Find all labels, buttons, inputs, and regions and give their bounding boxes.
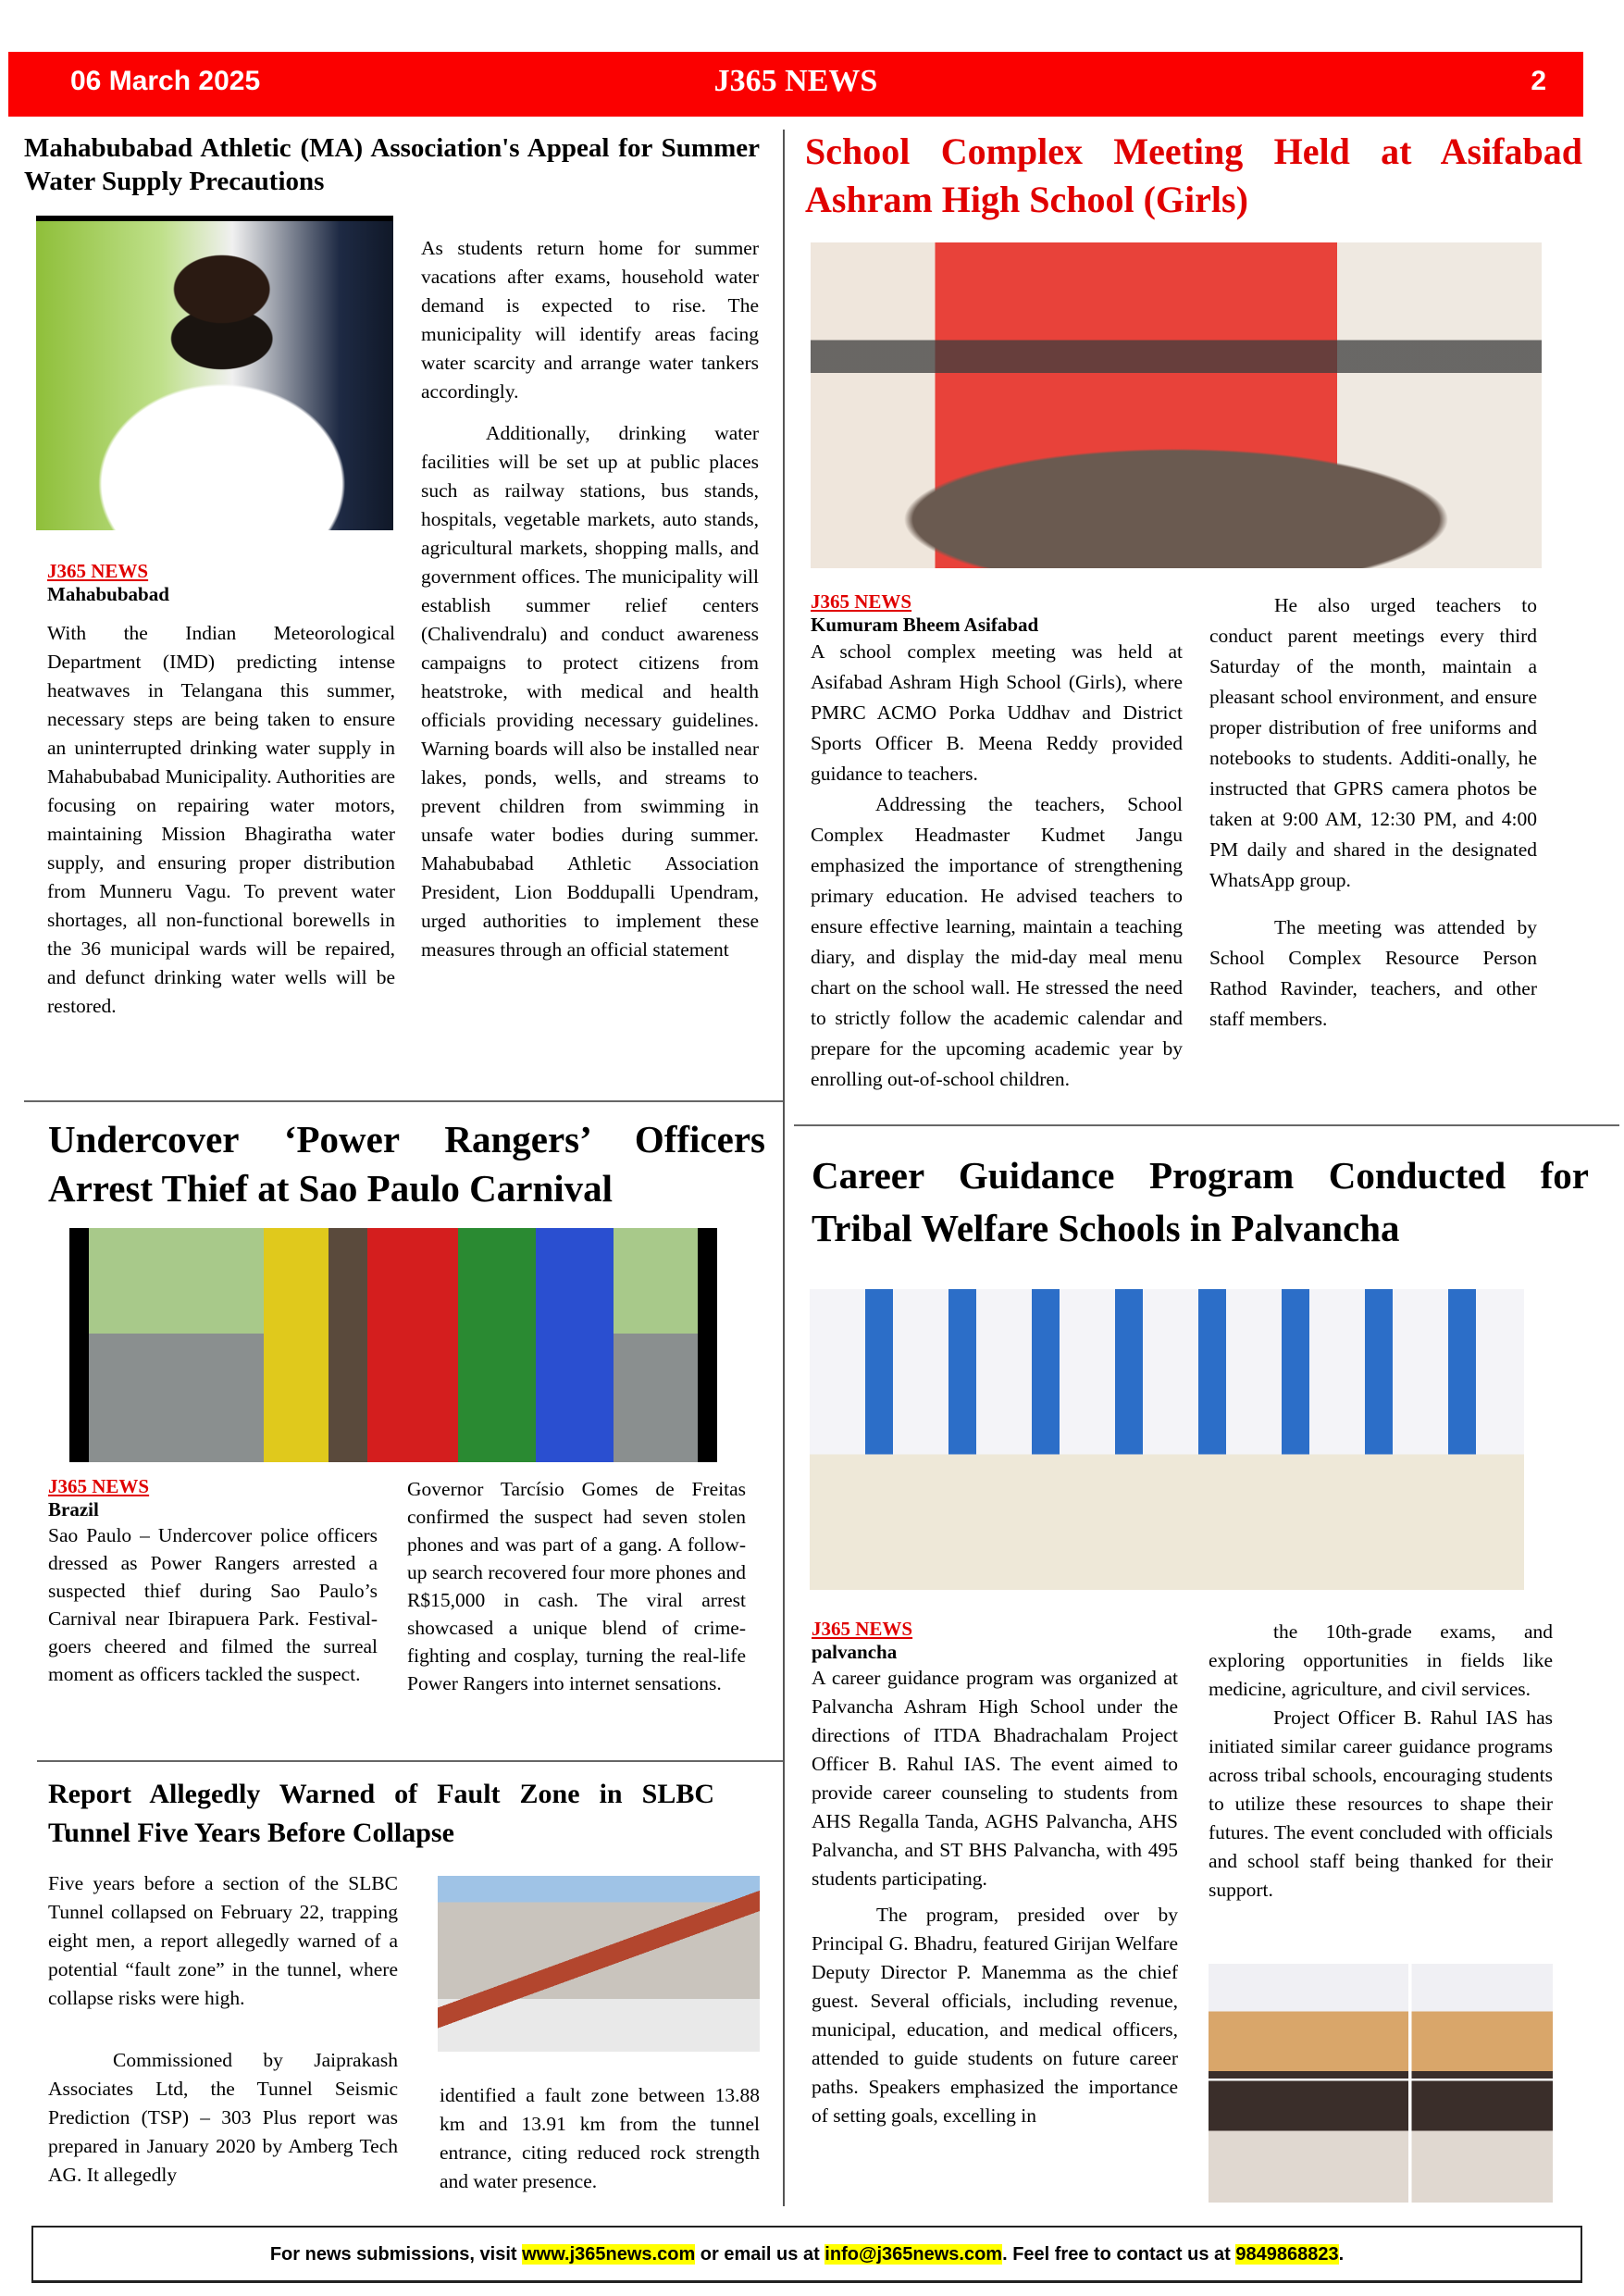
section-divider <box>37 1760 783 1762</box>
paragraph: Commissioned by Jaiprakash Associates Ltd, the Tunnel Seismic Prediction (TSP) – 303 Plus report was prepared in January 2020 by Amberg Tech AG. It allegedly <box>48 2049 398 2186</box>
paragraph: A school complex meeting was held at Asifabad Ashram High School (Girls), where PMRC ACMO Porka Uddhav and District Sports Officer B. Meena Reddy provided guidance to teachers. <box>811 640 1183 785</box>
section-divider <box>794 1124 1619 1126</box>
byline-place: Kumuram Bheem Asifabad <box>811 614 1039 636</box>
paragraph: Sao Paulo – Undercover police officers dressed as Power Rangers arrested a suspected thief during Sao Paulo’s Carnival near Ibirapuera Park. Festival-goers cheered and filmed the surreal moment as officers tackled the suspect. <box>48 1524 378 1685</box>
headline: Report Allegedly Warned of Fault Zone in SLBC Tunnel Five Years Before Collapse <box>48 1779 714 1848</box>
collage-photo <box>1209 1964 1553 2203</box>
byline-brand: J365 NEWS <box>811 590 912 613</box>
byline-brand: J365 NEWS <box>812 1618 913 1640</box>
masthead <box>8 52 1583 117</box>
stage-photo <box>810 1289 1524 1590</box>
headline: Career Guidance Program Conducted for Tribal Welfare Schools in Palvancha <box>812 1154 1589 1250</box>
column-divider <box>783 1103 785 2206</box>
paragraph: Project Officer B. Rahul IAS has initiated similar career guidance programs across tribal schools, encouraging students to utilize these resources to shape their futures. The event concluded with officials and school staff being thanked for their support. <box>1209 1706 1553 1901</box>
footer-text: . <box>1338 2244 1345 2265</box>
website-link[interactable]: www.j365news.com <box>522 2244 696 2265</box>
headline: Undercover ‘Power Rangers’ Officers Arrest Thief at Sao Paulo Carnival <box>48 1118 765 1210</box>
column-divider <box>783 130 785 1103</box>
rangers-photo <box>69 1228 717 1462</box>
footer-text: For news submissions, visit <box>269 2244 523 2265</box>
meeting-photo <box>811 242 1542 568</box>
tunnel-photo <box>438 1876 760 2052</box>
paragraph: Addressing the teachers, School Complex Headmaster Kudmet Jangu emphasized the importance of strengthening primary education. He advised teachers to ensure effective learning, maintain a teaching diary, and display the mid-day meal menu chart on the school wall. He stressed the need to strictly follow the academic calendar and prepare for the upcoming academic year by enrolling out-of-school children. <box>811 793 1183 1090</box>
byline-brand: J365 NEWS <box>48 1475 150 1497</box>
byline-place: Brazil <box>48 1498 99 1520</box>
headline: School Complex Meeting Held at Asifabad Ashram High School (Girls) <box>805 130 1582 220</box>
paragraph: The program, presided over by Principal G. Bhadru, featured Girijan Welfare Deputy Director P. Manemma as the chief guest. Several officials, including revenue, municipal, education, and medical officers, attended to guide students on future career paths. Speakers emphasized the importance of setting goals, excelling in <box>812 1904 1178 2127</box>
byline-brand: J365 NEWS <box>47 560 149 582</box>
paragraph: A career guidance program was organized at Palvancha Ashram High School under the directions of ITDA Bhadrachalam Project Officer B. Rahul IAS. The event aimed to provide career counseling to students from AHS Regalla Tanda, AGHS Palvancha, AHS Palvancha, and ST BHS Palvancha, with 495 students participating. <box>812 1667 1178 1890</box>
paragraph: Governor Tarcísio Gomes de Freitas confirmed the suspect had seven stolen phones and was part of a gang. A follow-up search recovered four more phones and R$15,000 in cash. The viral arrest showcased a unique blend of crime-fighting and cosplay, turning the real-life Power Rangers into internet sensations. <box>407 1478 746 1694</box>
page-number: 2 <box>1531 66 1546 96</box>
portrait-photo <box>36 216 393 530</box>
byline-place: Mahabubabad <box>47 583 169 605</box>
paragraph: Additionally, drinking water facilities will be set up at public places such as railway stations, bus stands, hospitals, vegetable markets, auto stands, agricultural markets, shopping malls, and government offices. The municipality will establish summer relief centers (Chalivendralu) and conduct awareness campaigns to protect citizens from heatstroke, with medical and health officials providing necessary guidelines. Warning boards will also be installed near lakes, ponds, wells, and streams to prevent children from swimming in unsafe water bodies during summer. Mahabubabad Athletic Association President, Lion Boddupalli Upendram, urged authorities to implement these measures through an official statement <box>421 422 759 961</box>
publication-title: J365 NEWS <box>713 64 878 98</box>
paragraph: He also urged teachers to conduct parent meetings every third Saturday of the month, maintain a pleasant school environment, and ensure proper distribution of free uniforms and notebooks to students. Additi-onally, he instructed that GPRS camera photos be taken at 9:00 AM, 12:30 PM, and 4:00 PM daily and shared in the designated WhatsApp group. <box>1209 594 1537 891</box>
paragraph: the 10th-grade exams, and exploring opportunities in fields like medicine, agriculture, and civil services. <box>1209 1620 1553 1700</box>
paragraph: As students return home for summer vacations after exams, household water demand is expected to rise. The municipality will identify areas facing water scarcity and arrange water tankers accordingly. <box>421 237 759 403</box>
paragraph: With the Indian Meteorological Department (IMD) predicting intense heatwaves in Telangana this summer, necessary steps are being taken to ensure an uninterrupted drinking water supply in Mahabubabad Municipality. Authorities are focusing on repairing water motors, maintaining Mission Bhagiratha water supply, and ensuring proper distribution from Munneru Vagu. To prevent water shortages, all non-functional borewells in the 36 municipal wards will be repaired, and defunct drinking water wells will be restored. <box>47 622 395 1017</box>
byline-place: palvancha <box>812 1641 898 1663</box>
phone-number[interactable]: 9849868823 <box>1235 2244 1339 2265</box>
paragraph: The meeting was attended by School Complex Resource Person Rathod Ravinder, teachers, and other staff members. <box>1209 916 1537 1030</box>
footer-contact-bar <box>31 2226 1582 2283</box>
headline: Mahabubabad Athletic (MA) Association's Appeal for Summer Water Supply Precautions <box>24 133 760 197</box>
paragraph: Five years before a section of the SLBC Tunnel collapsed on February 22, trapping eight men, a report allegedly warned of a potential “fault zone” in the tunnel, where collapse risks were high. <box>48 1872 398 2009</box>
section-divider <box>24 1100 783 1102</box>
footer-text: or email us at <box>695 2244 825 2265</box>
issue-date: 06 March 2025 <box>70 66 261 96</box>
email-link[interactable]: info@j365news.com <box>824 2244 1003 2265</box>
footer-text: . Feel free to contact us at <box>1002 2244 1236 2265</box>
paragraph: identified a fault zone between 13.88 km and 13.91 km from the tunnel entrance, citing reduced rock strength and water presence. <box>440 2084 760 2192</box>
